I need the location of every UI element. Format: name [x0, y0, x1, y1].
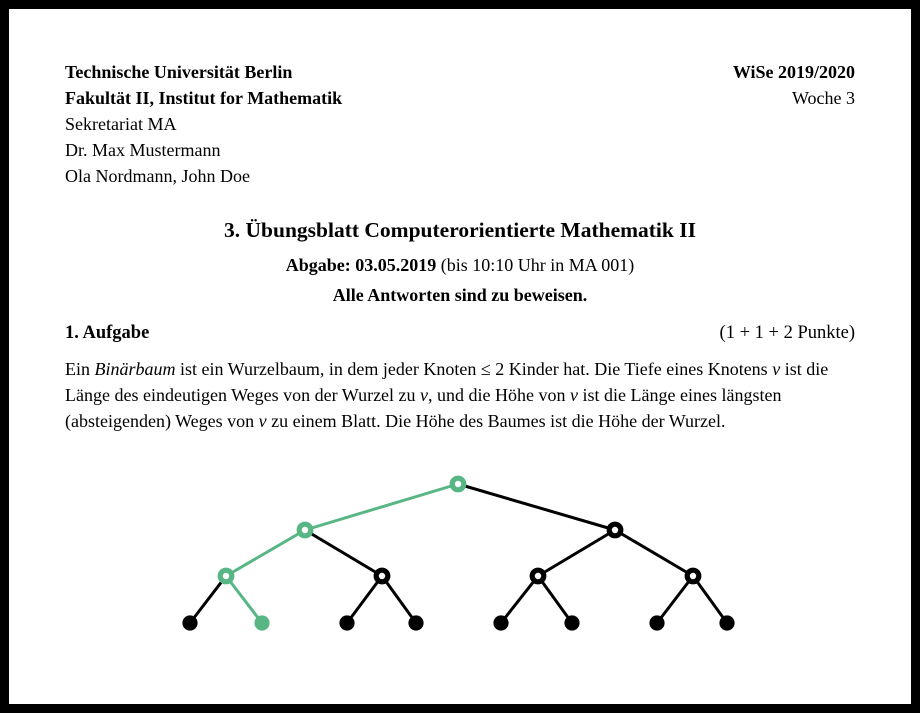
paragraph-segment: zu einem Blatt. Die Höhe des Baumes ist die Höhe der Wurzel.	[266, 411, 726, 431]
tree-edge	[458, 484, 615, 530]
math-var-v: v	[772, 359, 781, 379]
tree-edge	[347, 576, 382, 623]
tree-node-leaf	[719, 615, 734, 630]
tree-edge	[305, 530, 382, 576]
exercise-points: (1 + 1 + 2 Punkte)	[719, 323, 855, 343]
tree-edge	[501, 576, 538, 623]
paragraph-segment: ist die Länge des eindeutigen Weges von der Wurzel zu	[65, 359, 829, 405]
semester-line: WiSe 2019/2020	[732, 62, 855, 82]
tree-node-leaf	[254, 615, 269, 630]
tree-edge	[538, 530, 615, 576]
paragraph-segment: , und die Höhe von	[428, 385, 571, 405]
sheet-title: 3. Übungsblatt Computerorientierte Mathematik II	[224, 218, 696, 242]
term-binärbaum: Binärbaum	[94, 359, 176, 379]
math-var-v: v	[570, 385, 579, 405]
tree-node-leaf	[182, 615, 197, 630]
institution-line: Technische Universität Berlin	[65, 62, 293, 82]
binary-tree-figure	[65, 452, 855, 647]
tree-edge	[305, 484, 458, 530]
binary-tree-svg	[65, 452, 855, 647]
tree-node-leaf	[649, 615, 664, 630]
tree-edge	[226, 530, 305, 576]
faculty-line: Fakultät II, Institut for Mathematik	[65, 88, 343, 108]
exercise-heading: 1. Aufgabe	[65, 323, 150, 343]
tree-node-internal	[687, 570, 699, 582]
exercise-paragraph	[65, 356, 855, 434]
document-page	[9, 9, 911, 704]
tree-edge	[382, 576, 416, 623]
tree-node-leaf	[339, 615, 354, 630]
tree-edge	[615, 530, 693, 576]
deadline-details: (bis 10:10 Uhr in MA 001)	[436, 255, 635, 275]
tree-edge	[190, 576, 226, 623]
math-var-v: v	[420, 385, 429, 405]
assistants-line: Ola Nordmann, John Doe	[65, 166, 250, 186]
tree-edge	[538, 576, 572, 623]
office-line: Sekretariat MA	[65, 114, 177, 134]
tree-node-leaf	[564, 615, 579, 630]
paragraph-segment: Ein	[65, 359, 95, 379]
tree-node-leaf	[408, 615, 423, 630]
tree-node-internal	[376, 570, 388, 582]
tree-edge	[226, 576, 262, 623]
author-line: Dr. Max Mustermann	[65, 140, 221, 160]
proof-note: Alle Antworten sind zu beweisen.	[332, 285, 588, 305]
tree-node-internal	[609, 524, 621, 536]
tree-edge	[693, 576, 727, 623]
tree-node-internal	[220, 570, 232, 582]
deadline-line	[65, 252, 855, 278]
tree-node-internal	[452, 478, 464, 490]
week-line: Woche 3	[791, 88, 855, 108]
tree-edge	[657, 576, 693, 623]
document-header	[65, 59, 855, 189]
exercise-heading-row	[65, 320, 855, 347]
paragraph-segment: ist die Länge eines längsten (absteigenden) Weges von	[65, 385, 782, 431]
tree-node-internal	[299, 524, 311, 536]
tree-node-leaf	[493, 615, 508, 630]
tree-node-internal	[532, 570, 544, 582]
math-var-v: v	[258, 411, 267, 431]
paragraph-segment: ist ein Wurzelbaum, in dem jeder Knoten ≤ 2 Kinder hat. Die Tiefe eines Knotens	[175, 359, 773, 379]
deadline-date: Abgabe: 03.05.2019	[285, 255, 437, 275]
